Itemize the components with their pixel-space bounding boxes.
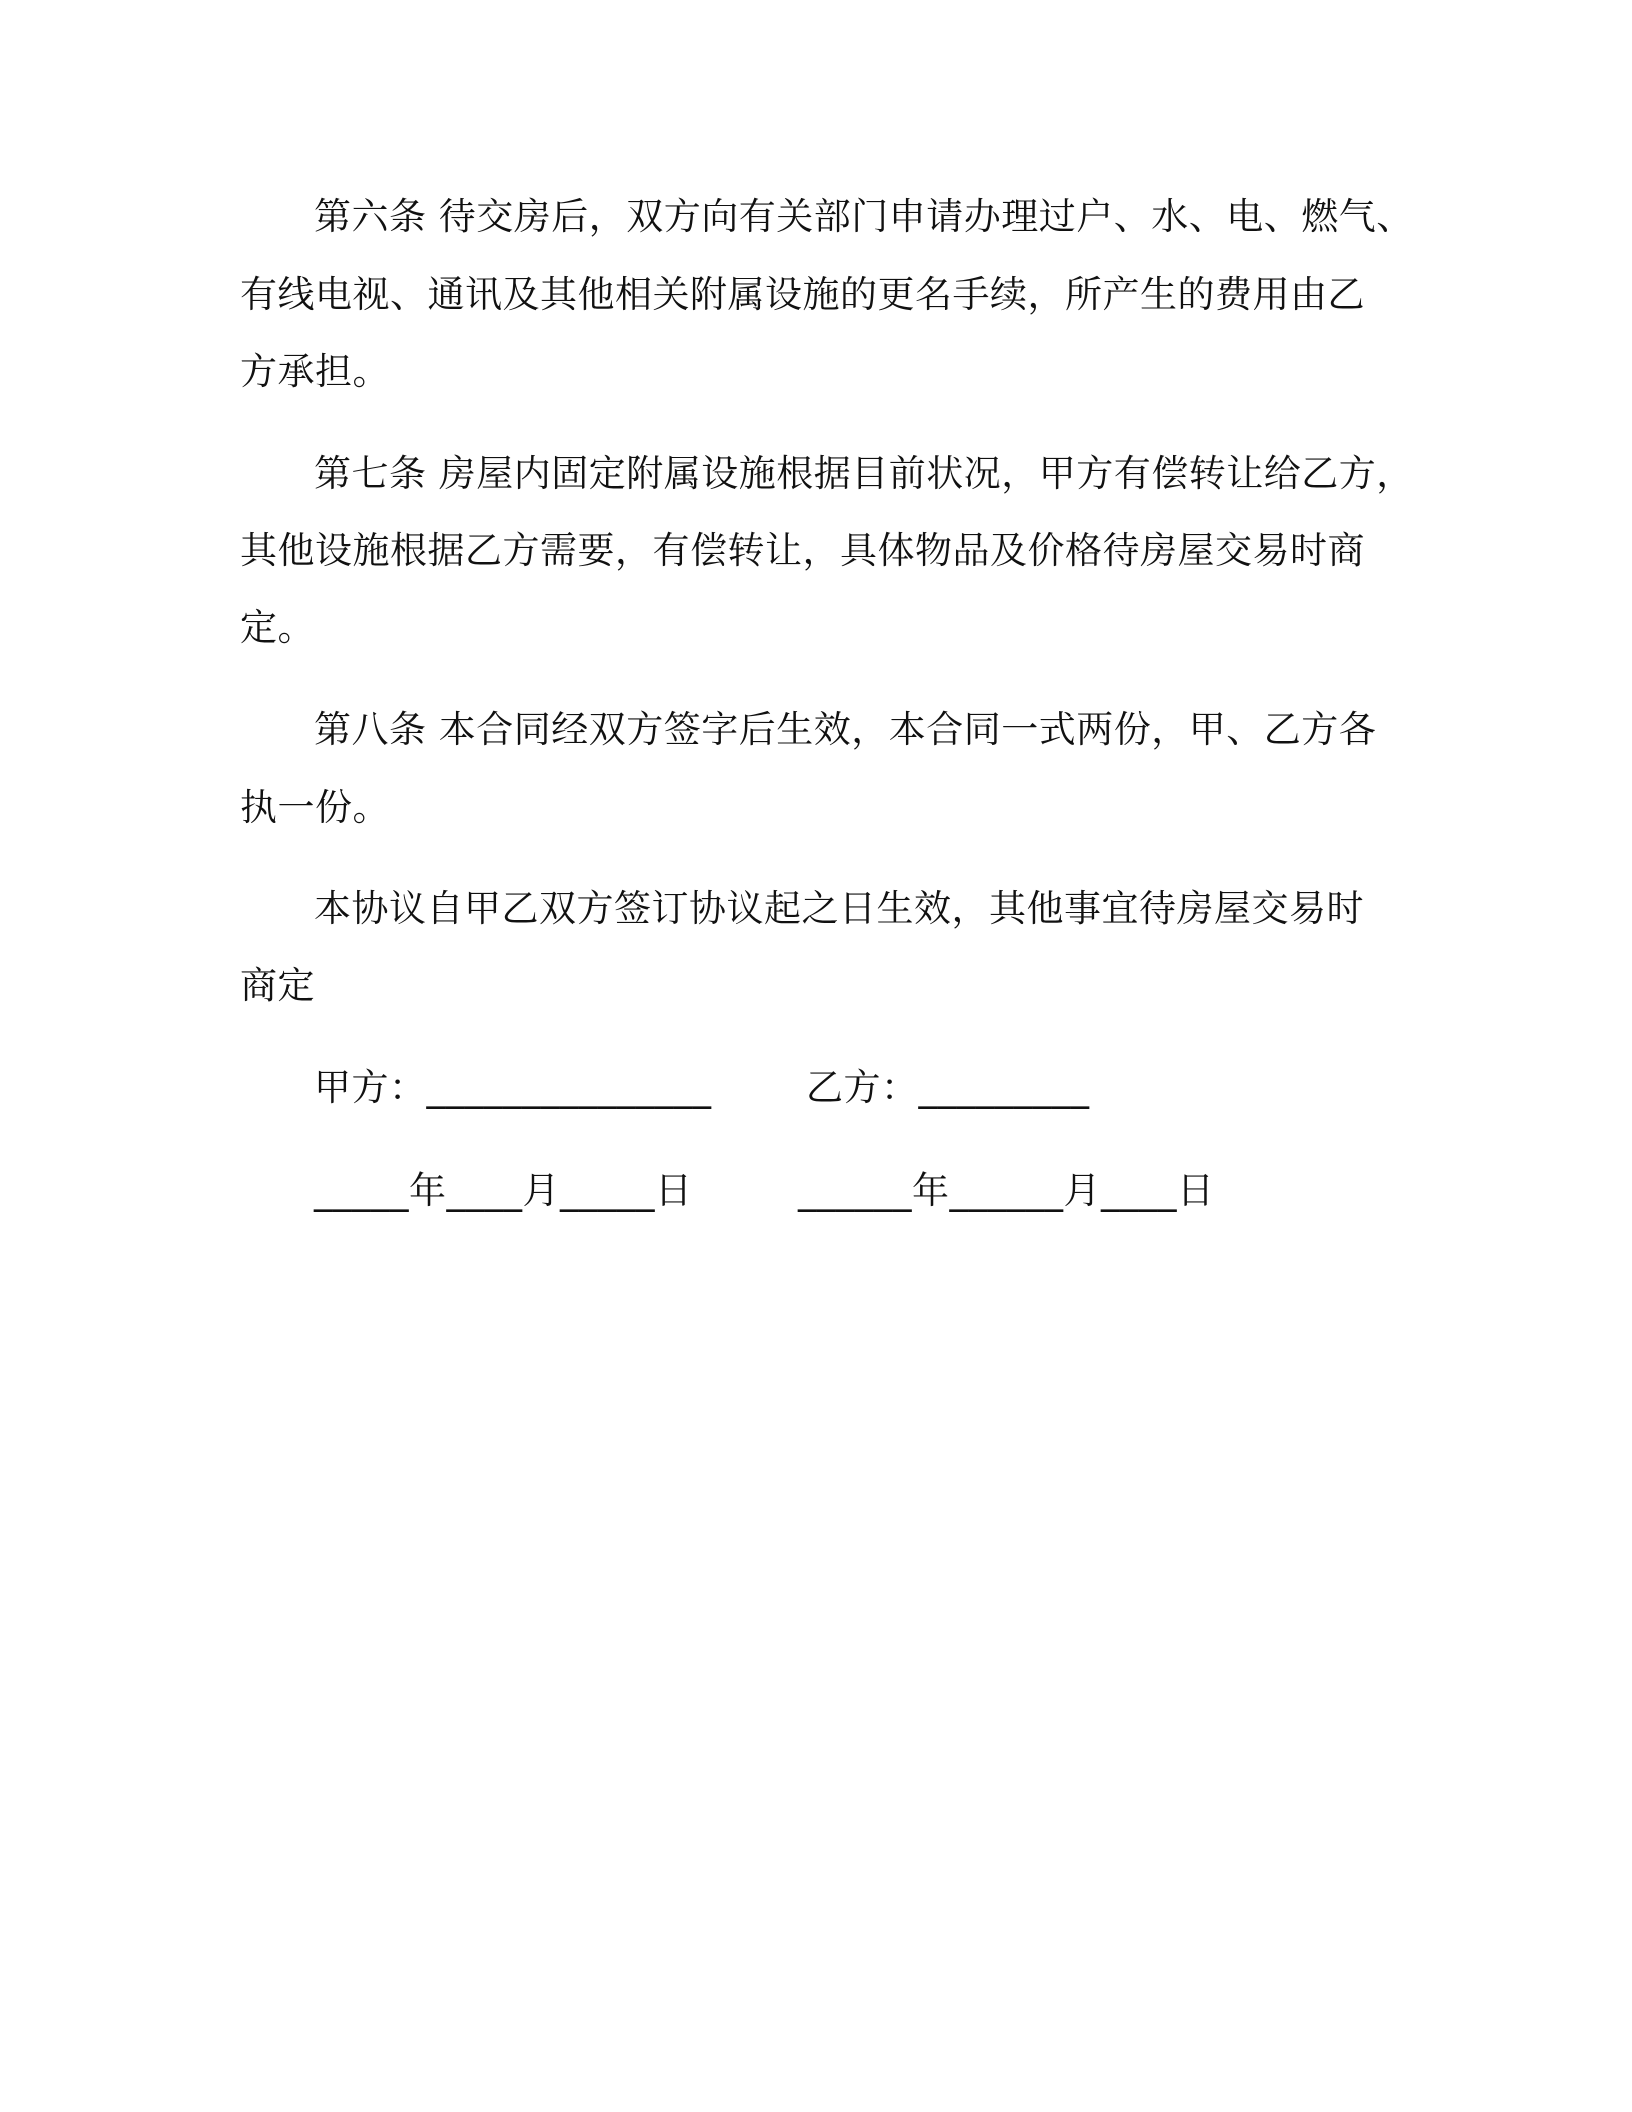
article-7-line-3: 定。 [240,606,315,649]
party-a-signature: 甲方：_______________ [314,1066,712,1109]
article-6-line-3: 方承担。 [240,350,390,393]
party-b-date: ______年______月____日 [798,1169,1215,1212]
article-7-line-2: 其他设施根据乙方需要，有偿转让，具体物品及价格待房屋交易时商 [240,529,1365,572]
article-6-line-2: 有线电视、通讯及其他相关附属设施的更名手续，所产生的费用由乙 [240,273,1365,316]
closing-line-1: 本协议自甲乙双方签订协议起之日生效，其他事宜待房屋交易时 [314,887,1364,930]
party-b-signature: 乙方：_________ [806,1066,1090,1109]
closing-line-2: 商定 [240,964,315,1007]
article-8-line-2: 执一份。 [240,786,390,829]
party-a-date: _____年____月_____日 [314,1169,693,1212]
article-8-line-1: 第八条 本合同经双方签字后生效，本合同一式两份，甲、乙方各 [314,708,1377,751]
article-6-line-1: 第六条 待交房后，双方向有关部门申请办理过户、水、电、燃气、 [314,195,1414,238]
article-7-line-1: 第七条 房屋内固定附属设施根据目前状况，甲方有偿转让给乙方， [314,452,1414,495]
